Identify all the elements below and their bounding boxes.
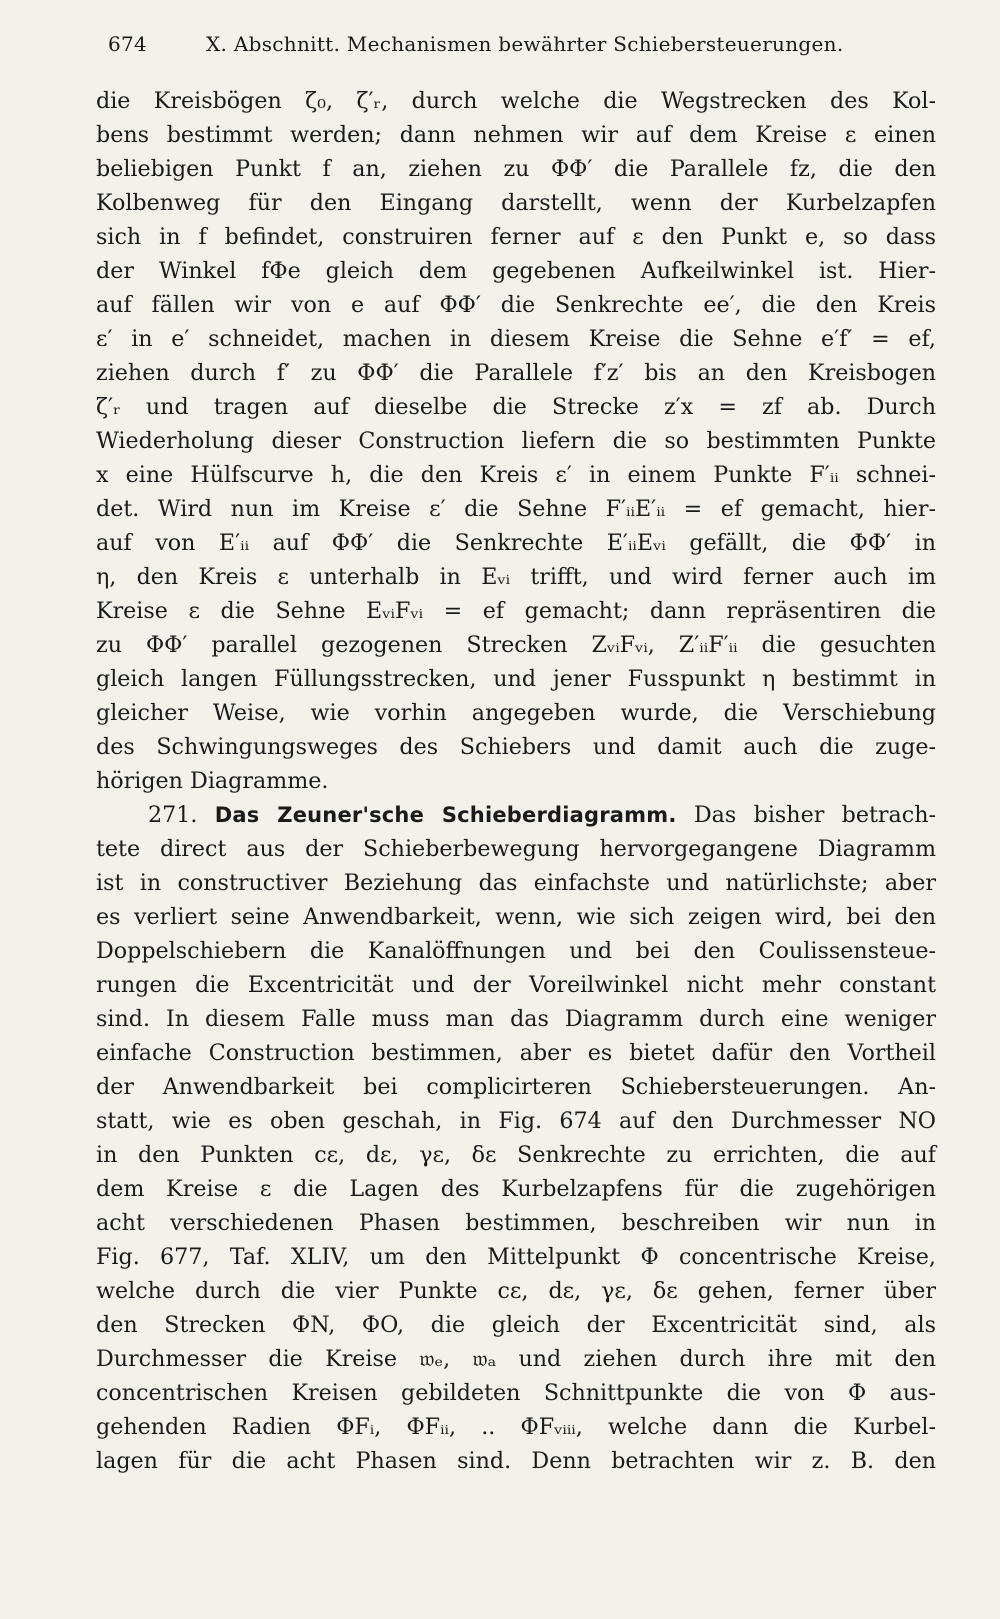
- text-line: in den Punkten cε, dε, γε, δε Senkrechte zu errichten, die auf: [96, 1142, 936, 1168]
- text-line: auf fällen wir von e auf ΦΦ′ die Senkrechte ee′, die den Kreis: [96, 292, 936, 318]
- text-line: beliebigen Punkt f an, ziehen zu ΦΦ′ die Parallele fz, die den: [96, 156, 936, 182]
- text-line: Durchmesser die Kreise 𝔴ₑ, 𝔴ₐ und ziehen durch ihre mit den: [96, 1346, 936, 1372]
- text-line: Doppelschiebern die Kanalöffnungen und bei den Coulissensteue-: [96, 938, 936, 964]
- text-line: acht verschiedenen Phasen bestimmen, beschreiben wir nun in: [96, 1210, 936, 1236]
- text-line: η, den Kreis ε unterhalb in Eᵥᵢ trifft, und wird ferner auch im: [96, 564, 936, 590]
- text-line: tete direct aus der Schieberbewegung hervorgegangene Diagramm: [96, 836, 936, 862]
- text-line: den Strecken ΦN, ΦO, die gleich der Excentricität sind, als: [96, 1312, 936, 1338]
- section-number: 271.: [148, 802, 198, 828]
- text-line: der Anwendbarkeit bei complicirteren Schiebersteuerungen. An-: [96, 1074, 936, 1100]
- text-line: x eine Hülfscurve h, die den Kreis ε′ in einem Punkte F′ᵢᵢ schnei-: [96, 462, 936, 488]
- text-line: statt, wie es oben geschah, in Fig. 674 auf den Durchmesser NO: [96, 1108, 936, 1134]
- running-header: [108, 24, 940, 64]
- text-line: hörigen Diagramme.: [96, 768, 329, 794]
- text-line: dem Kreise ε die Lagen des Kurbelzapfens für die zugehörigen: [96, 1176, 936, 1202]
- running-head-title: X. Abschnitt. Mechanismen bewährter Schiebersteuerungen.: [206, 32, 844, 56]
- text-line: lagen für die acht Phasen sind. Denn betrachten wir z. B. den: [96, 1448, 936, 1474]
- text-line: Fig. 677, Taf. XLIV, um den Mittelpunkt Φ concentrische Kreise,: [96, 1244, 936, 1270]
- text-line: gehenden Radien ΦFᵢ, ΦFᵢᵢ, .. ΦFᵥᵢᵢᵢ, welche dann die Kurbel-: [96, 1414, 936, 1440]
- text-line: welche durch die vier Punkte cε, dε, γε, δε gehen, ferner über: [96, 1278, 936, 1304]
- text-line: auf von E′ᵢᵢ auf ΦΦ′ die Senkrechte E′ᵢᵢEᵥᵢ gefällt, die ΦΦ′ in: [96, 530, 936, 556]
- text-line: det. Wird nun im Kreise ε′ die Sehne F′ᵢᵢE′ᵢᵢ = ef gemacht, hier-: [96, 496, 936, 522]
- text-line: Wiederholung dieser Construction liefern die so bestimmten Punkte: [96, 428, 936, 454]
- section-title: Das Zeuner'sche Schieberdiagramm.: [214, 803, 677, 827]
- text-line: ist in constructiver Beziehung das einfachste und natürlichste; aber: [96, 870, 936, 896]
- text-line: ζ′ᵣ und tragen auf dieselbe die Strecke z′x = zf ab. Durch: [96, 394, 936, 420]
- text-line: ε′ in e′ schneidet, machen in diesem Kreise die Sehne e′f′ = ef,: [96, 326, 936, 352]
- text-line: einfache Construction bestimmen, aber es bietet dafür den Vortheil: [96, 1040, 936, 1066]
- text-line: die Kreisbögen ζ₀, ζ′ᵣ, durch welche die Wegstrecken des Kol-: [96, 88, 936, 114]
- text-line: bens bestimmt werden; dann nehmen wir auf dem Kreise ε einen: [96, 122, 936, 148]
- text-line: gleich langen Füllungsstrecken, und jener Fusspunkt η bestimmt in: [96, 666, 936, 692]
- text-line: sind. In diesem Falle muss man das Diagramm durch eine weniger: [96, 1006, 936, 1032]
- text-line: Kolbenweg für den Eingang darstellt, wenn der Kurbelzapfen: [96, 190, 936, 216]
- section-heading-line: [96, 798, 936, 832]
- text-line: rungen die Excentricität und der Voreilwinkel nicht mehr constant: [96, 972, 936, 998]
- text-line: sich in f befindet, construiren ferner auf ε den Punkt e, so dass: [96, 224, 936, 250]
- text-line: concentrischen Kreisen gebildeten Schnittpunkte die von Φ aus-: [96, 1380, 936, 1406]
- page-number: 674: [108, 32, 148, 56]
- text-line: es verliert seine Anwendbarkeit, wenn, wie sich zeigen wird, bei den: [96, 904, 936, 930]
- text-line: Das bisher betrach-: [693, 802, 936, 828]
- text-line: gleicher Weise, wie vorhin angegeben wurde, die Verschiebung: [96, 700, 936, 726]
- body-text: [96, 84, 936, 1478]
- text-line: Kreise ε die Sehne EᵥᵢFᵥᵢ = ef gemacht; dann repräsentiren die: [96, 598, 936, 624]
- text-line: zu ΦΦ′ parallel gezogenen Strecken ZᵥᵢFᵥᵢ, Z′ᵢᵢF′ᵢᵢ die gesuchten: [96, 632, 936, 658]
- text-line: der Winkel fΦe gleich dem gegebenen Aufkeilwinkel ist. Hier-: [96, 258, 936, 284]
- text-line: des Schwingungsweges des Schiebers und damit auch die zuge-: [96, 734, 936, 760]
- text-line: ziehen durch f′ zu ΦΦ′ die Parallele f′z′ bis an den Kreisbogen: [96, 360, 936, 386]
